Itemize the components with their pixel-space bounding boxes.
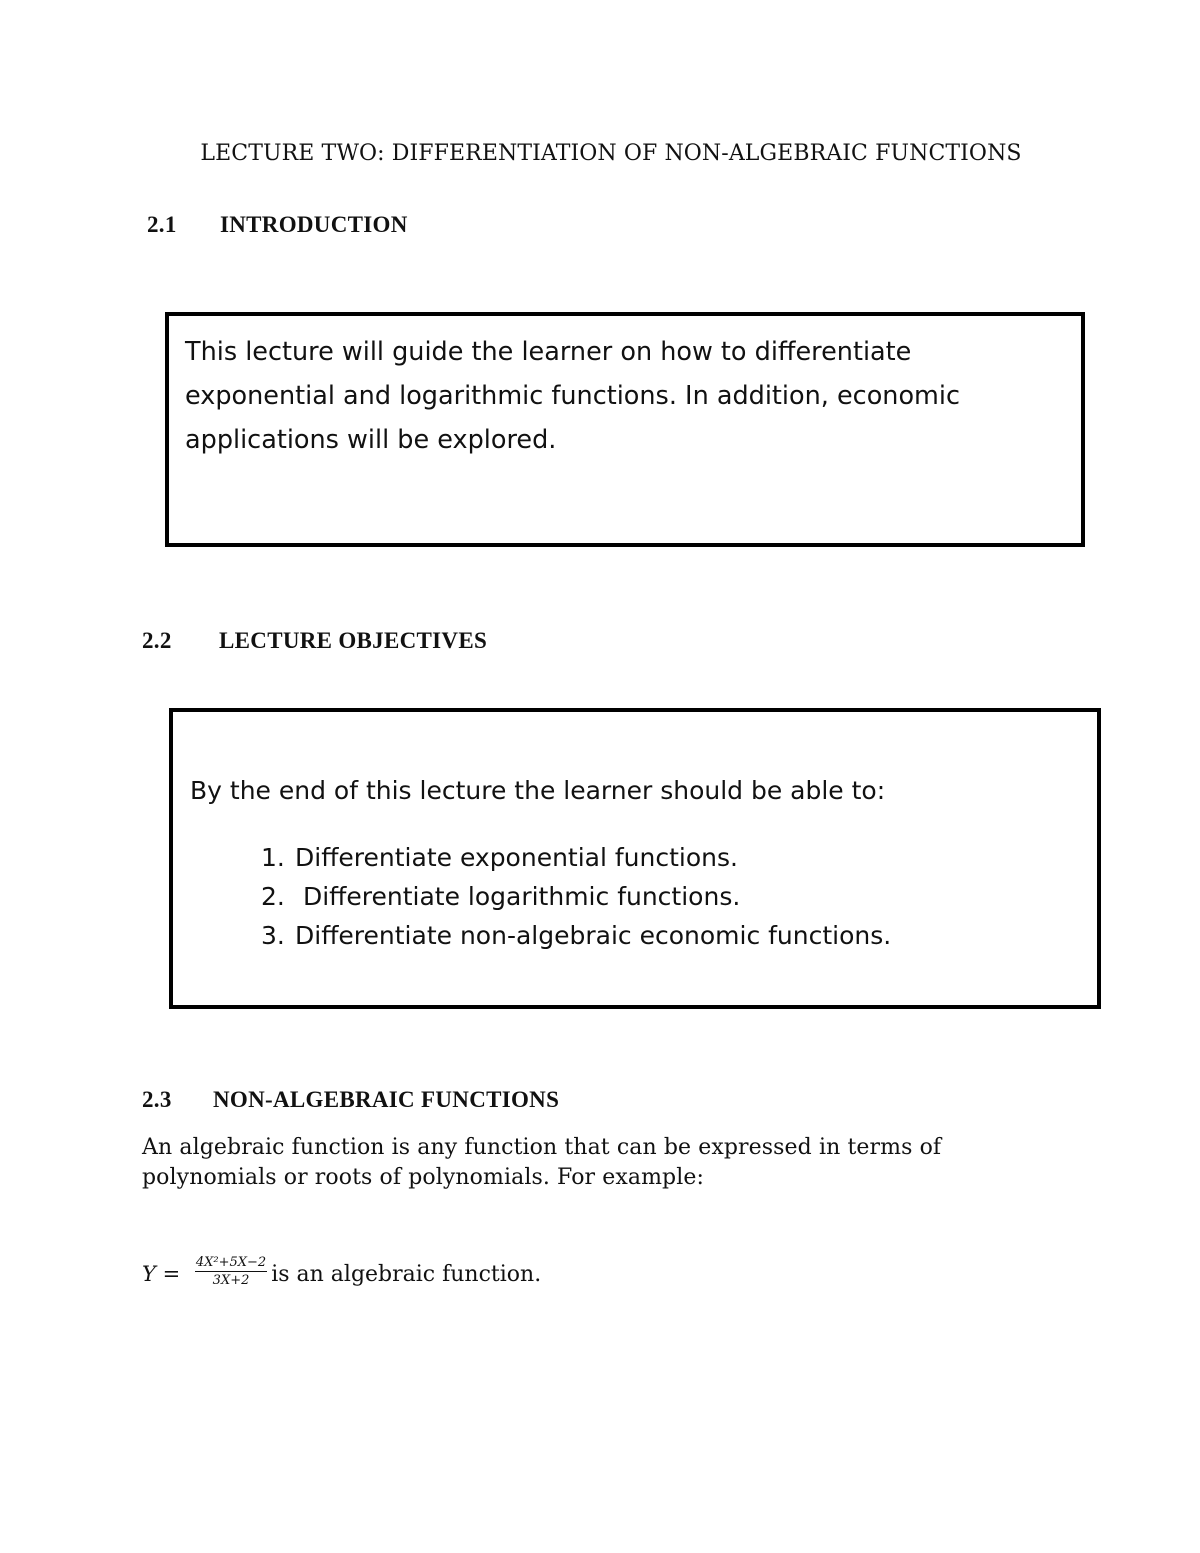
section-heading-introduction xyxy=(147,212,408,238)
objective-item xyxy=(261,916,891,955)
item-number: 3. xyxy=(261,921,285,950)
formula-equals: = xyxy=(162,1262,181,1286)
item-text: Differentiate logarithmic functions. xyxy=(295,882,741,911)
section-number: 2.2 xyxy=(142,628,172,653)
document-title: LECTURE TWO: DIFFERENTIATION OF NON-ALGEBRAIC FUNCTIONS xyxy=(200,141,1022,166)
item-number: 1. xyxy=(261,843,285,872)
item-text: Differentiate non-algebraic economic functions. xyxy=(295,921,892,950)
formula-fraction xyxy=(195,1254,267,1289)
objectives-lead: By the end of this lecture the learner should be able to: xyxy=(190,776,886,805)
formula-lhs: Y xyxy=(142,1262,156,1286)
objective-item xyxy=(261,838,891,877)
introduction-box xyxy=(165,312,1085,547)
item-number: 2. xyxy=(261,882,285,911)
item-text: Differentiate exponential functions. xyxy=(295,843,738,872)
body-paragraph: An algebraic function is any function that can be expressed in terms of polynomials or roots of polynomials. For example: xyxy=(142,1135,942,1190)
section-heading-non-algebraic xyxy=(142,1087,559,1113)
objective-item xyxy=(261,877,891,916)
objectives-box xyxy=(169,708,1101,1009)
section-title: NON-ALGEBRAIC FUNCTIONS xyxy=(213,1087,560,1112)
formula-numerator: 4X²+5X−2 xyxy=(195,1255,267,1270)
section-title: INTRODUCTION xyxy=(220,212,408,237)
section-title: LECTURE OBJECTIVES xyxy=(219,628,488,653)
section-number: 2.3 xyxy=(142,1087,172,1112)
example-formula xyxy=(142,1255,542,1293)
section-number: 2.1 xyxy=(147,212,177,237)
introduction-text: This lecture will guide the learner on how to differentiate exponential and logarithmic functions. In addition, economic applications will be explored. xyxy=(185,337,960,455)
formula-suffix: is an algebraic function. xyxy=(271,1262,542,1287)
formula-denominator: 3X+2 xyxy=(212,1273,250,1288)
section-heading-objectives xyxy=(142,628,487,654)
objectives-list xyxy=(261,838,891,955)
